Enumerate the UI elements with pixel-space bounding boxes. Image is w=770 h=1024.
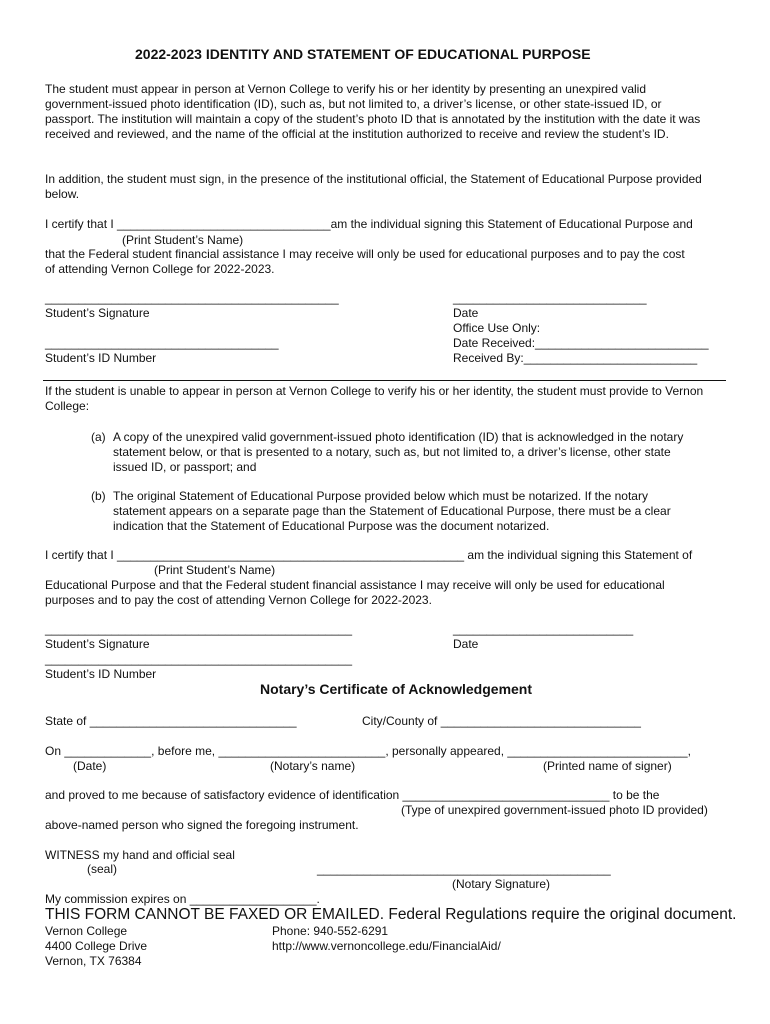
- certify-line-2: that the Federal student financial assistance I may receive will only be used for educational purposes and to pay the cost: [45, 247, 685, 261]
- certify2-line-2: Educational Purpose and that the Federal student financial assistance I may receive will only be used for educational: [45, 578, 665, 592]
- identification-line[interactable]: and proved to me because of satisfactory evidence of identification _______________________________ to be the: [45, 788, 660, 802]
- date-caption: (Date): [73, 759, 107, 773]
- id-type-caption: (Type of unexpired government-issued photo ID provided): [401, 803, 708, 817]
- date-label: Date: [453, 306, 479, 320]
- student-id-field[interactable]: ___________________________________: [45, 336, 279, 350]
- seal-label: (seal): [87, 862, 118, 876]
- state-field[interactable]: State of _______________________________: [45, 714, 297, 728]
- list-item-label: (b): [91, 489, 106, 503]
- witness-text: WITNESS my hand and official seal: [45, 848, 235, 862]
- signer-name-caption: (Printed name of signer): [543, 759, 672, 773]
- date-received-field[interactable]: Date Received:__________________________: [453, 336, 709, 350]
- print-name-label: (Print Student’s Name): [122, 233, 244, 247]
- commission-line[interactable]: My commission expires on ___________________.: [45, 892, 320, 906]
- office-use-label: Office Use Only:: [453, 321, 541, 335]
- student-signature-field[interactable]: ____________________________________________: [45, 291, 339, 305]
- intro-paragraph: The student must appear in person at Vernon College to verify his or her identity by presenting an unexpired valid government-issued photo identification (ID), such as, but not limited to, a driver’s license, or other state-issued ID, or passport. The institution will maintain a copy of the student’s photo ID that is annotated by the institution with the date it was received and reviewed, and the name of the official at the institution authorized to receive and review the student’s ID.: [45, 82, 701, 141]
- certify2-line-1: I certify that I ____________________________________________________ am the individual signing this Statement of: [45, 548, 693, 562]
- print-name-label-2: (Print Student’s Name): [154, 563, 276, 577]
- date-field-2[interactable]: ___________________________: [453, 622, 634, 636]
- notary-name-caption: (Notary’s name): [270, 759, 356, 773]
- certify-line-3: of attending Vernon College for 2022-2023.: [45, 262, 275, 276]
- unable-paragraph: If the student is unable to appear in person at Vernon College to verify his or her identity, the student must provide to Vernon College:: [45, 384, 704, 413]
- list-item-text: The original Statement of Educational Purpose provided below which must be notarized. If the notary statement appears on a separate page than the Statement of Educational Purpose, there must be a clear indication that the Statement of Educational Purpose was the document notarized.: [113, 489, 671, 533]
- student-id-field-2[interactable]: ______________________________________________: [45, 652, 352, 666]
- list-item: [91, 430, 711, 475]
- fax-warning: THIS FORM CANNOT BE FAXED OR EMAILED. Federal Regulations require the original document.: [45, 906, 737, 923]
- student-signature-field-2[interactable]: ______________________________________________: [45, 622, 352, 636]
- student-id-label: Student’s ID Number: [45, 351, 157, 365]
- appearance-line[interactable]: On _____________, before me, _________________________, personally appeared, ___________________________,: [45, 744, 691, 758]
- student-signature-label: Student’s Signature: [45, 306, 150, 320]
- address-line-1: 4400 College Drive: [45, 939, 148, 953]
- notary-title: Notary’s Certificate of Acknowledgement: [260, 681, 533, 697]
- certify2-line-3: purposes and to pay the cost of attending Vernon College for 2022-2023.: [45, 593, 432, 607]
- certify-line-1: I certify that I ________________________________am the individual signing this Statement of Educational Purpose and: [45, 217, 693, 231]
- second-paragraph: In addition, the student must sign, in the presence of the institutional official, the Statement of Educational Purpose provided below.: [45, 172, 702, 201]
- list-item: [91, 489, 711, 534]
- address-line-2: Vernon, TX 76384: [45, 954, 142, 968]
- date-label-2: Date: [453, 637, 479, 651]
- student-id-label-2: Student’s ID Number: [45, 667, 157, 681]
- phone-number: Phone: 940-552-6291: [272, 924, 389, 938]
- list-item-text: A copy of the unexpired valid government-issued photo identification (ID) that is acknowledged in the notary statement below, or that is presented to a notary, such as, but not limited to, a driver’s license, other state issued ID, or passport; and: [113, 430, 684, 474]
- page-title: 2022-2023 IDENTITY AND STATEMENT OF EDUCATIONAL PURPOSE: [135, 46, 591, 62]
- section-divider: [43, 380, 726, 381]
- city-county-field[interactable]: City/County of ______________________________: [362, 714, 641, 728]
- above-named-text: above-named person who signed the foregoing instrument.: [45, 818, 359, 832]
- list-item-label: (a): [91, 430, 106, 444]
- notary-signature-caption: (Notary Signature): [452, 877, 551, 891]
- received-by-field[interactable]: Received By:__________________________: [453, 351, 698, 365]
- financial-aid-link[interactable]: http://www.vernoncollege.edu/FinancialAid/: [272, 939, 501, 953]
- college-name: Vernon College: [45, 924, 128, 938]
- notary-signature-field[interactable]: ____________________________________________: [317, 862, 611, 876]
- date-field[interactable]: _____________________________: [453, 291, 647, 305]
- student-signature-label-2: Student’s Signature: [45, 637, 150, 651]
